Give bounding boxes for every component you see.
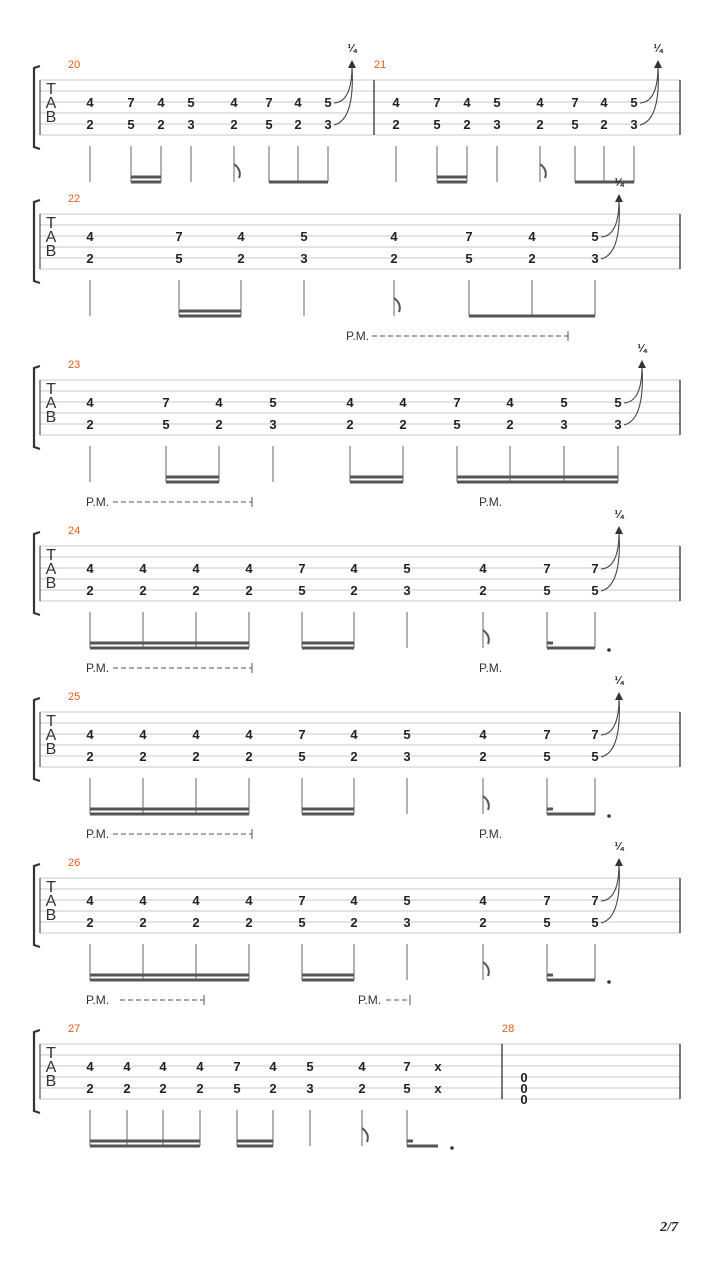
note-flag — [483, 796, 489, 810]
fret-number: 2 — [86, 117, 94, 132]
tab-clef-letter: B — [45, 409, 57, 426]
tab-clef-letter: A — [45, 395, 57, 412]
tab-clef-letter: A — [45, 727, 57, 744]
tab-system — [34, 661, 680, 818]
bend-curve — [334, 66, 352, 103]
fret-number: 2 — [123, 1081, 131, 1096]
bend-curve — [601, 864, 619, 901]
dead-note-mark: x — [434, 1059, 442, 1074]
fret-number: 5 — [630, 95, 638, 110]
fret-number: 2 — [192, 749, 200, 764]
fret-number: 3 — [300, 251, 308, 266]
fret-number: 4 — [245, 561, 253, 576]
fret-number: 5 — [403, 561, 411, 576]
bend-amount: ¼ — [614, 509, 624, 521]
fret-number: 4 — [350, 561, 358, 576]
system-bracket — [34, 1030, 40, 1113]
fret-number: 4 — [139, 561, 147, 576]
tab-system — [34, 495, 680, 652]
tab-clef-letter: B — [45, 1073, 57, 1090]
fret-number: 2 — [479, 749, 487, 764]
system-bracket — [34, 698, 40, 781]
fret-number: 4 — [350, 893, 358, 908]
fret-number: 7 — [298, 893, 306, 908]
fret-number: 7 — [162, 395, 170, 410]
bend-amount: ¼ — [614, 841, 624, 853]
fret-number: 5 — [162, 417, 170, 432]
bend-curve — [624, 366, 642, 403]
fret-number: 2 — [215, 417, 223, 432]
dotted-rhythm-dot — [607, 980, 611, 984]
fret-number: 3 — [324, 117, 332, 132]
note-flag — [483, 630, 489, 644]
tab-system — [34, 177, 680, 316]
fret-number: 2 — [139, 915, 147, 930]
palm-mute-label: P.M. — [358, 993, 382, 1007]
bend-amount: ¼ — [347, 43, 357, 55]
system-bracket — [34, 366, 40, 449]
fret-number: 5 — [269, 395, 277, 410]
fret-number: 4 — [600, 95, 608, 110]
measure-number: 21 — [374, 59, 387, 71]
palm-mute-label: P.M. — [86, 993, 110, 1007]
fret-number: 5 — [175, 251, 183, 266]
tab-clef-letter: A — [45, 561, 57, 578]
fret-number: 4 — [294, 95, 302, 110]
fret-number: 2 — [392, 117, 400, 132]
dotted-rhythm-dot — [607, 814, 611, 818]
note-flag — [394, 298, 400, 312]
fret-number: 2 — [479, 915, 487, 930]
bend-curve — [640, 66, 658, 125]
fret-number: 3 — [493, 117, 501, 132]
fret-number: 4 — [390, 229, 398, 244]
measure-number: 23 — [68, 359, 81, 371]
dead-note-mark: x — [434, 1081, 442, 1096]
tab-clef-letter: A — [45, 1059, 57, 1076]
fret-number: 5 — [591, 915, 599, 930]
fret-number: 7 — [127, 95, 135, 110]
fret-number: 4 — [139, 727, 147, 742]
measure-number: 28 — [502, 1023, 515, 1035]
bend-arrow-icon — [615, 858, 623, 866]
tab-clef-letter: A — [45, 893, 57, 910]
bend-arrow-icon — [615, 692, 623, 700]
fret-number: 3 — [187, 117, 195, 132]
fret-number: 2 — [86, 915, 94, 930]
fret-number: 7 — [403, 1059, 411, 1074]
fret-number: 0 — [520, 1070, 528, 1085]
fret-number: 5 — [403, 893, 411, 908]
fret-number: 5 — [300, 229, 308, 244]
fret-number: 4 — [479, 727, 487, 742]
fret-number: 2 — [600, 117, 608, 132]
tab-clef-letter: T — [46, 547, 56, 564]
fret-number: 4 — [86, 1059, 94, 1074]
bend-curve — [601, 200, 619, 237]
fret-number: 2 — [390, 251, 398, 266]
fret-number: 5 — [591, 229, 599, 244]
fret-number: 7 — [233, 1059, 241, 1074]
system-bracket — [34, 864, 40, 947]
fret-number: 5 — [403, 1081, 411, 1096]
fret-number: 2 — [245, 749, 253, 764]
fret-number: 3 — [403, 749, 411, 764]
system-bracket — [34, 66, 40, 149]
palm-mute-label: P.M. — [86, 827, 110, 841]
fret-number: 7 — [453, 395, 461, 410]
tab-clef-letter: A — [45, 95, 57, 112]
fret-number: 4 — [245, 727, 253, 742]
fret-number: 2 — [294, 117, 302, 132]
tab-system — [34, 43, 680, 182]
fret-number: 5 — [433, 117, 441, 132]
fret-number: 3 — [591, 251, 599, 266]
fret-number: 4 — [245, 893, 253, 908]
fret-number: 7 — [543, 893, 551, 908]
tab-clef-letter: A — [45, 229, 57, 246]
fret-number: 4 — [192, 893, 200, 908]
fret-number: 0 — [520, 1092, 528, 1107]
fret-number: 7 — [298, 561, 306, 576]
bend-curve — [601, 532, 619, 591]
fret-number: 4 — [463, 95, 471, 110]
fret-number: 3 — [630, 117, 638, 132]
fret-number: 2 — [399, 417, 407, 432]
tab-clef-letter: T — [46, 381, 56, 398]
fret-number: 7 — [465, 229, 473, 244]
palm-mute-label: P.M. — [86, 495, 110, 509]
fret-number: 5 — [571, 117, 579, 132]
bend-curve — [601, 200, 619, 259]
fret-number: 2 — [192, 915, 200, 930]
tab-clef-letter: T — [46, 215, 56, 232]
fret-number: 2 — [346, 417, 354, 432]
fret-number: 2 — [536, 117, 544, 132]
tab-system — [34, 827, 680, 984]
fret-number: 3 — [269, 417, 277, 432]
measure-number: 20 — [68, 59, 81, 71]
fret-number: 2 — [86, 251, 94, 266]
fret-number: 5 — [187, 95, 195, 110]
fret-number: 2 — [86, 583, 94, 598]
fret-number: 2 — [237, 251, 245, 266]
fret-number: 5 — [614, 395, 622, 410]
fret-number: 5 — [298, 915, 306, 930]
fret-number: 7 — [175, 229, 183, 244]
tab-system — [34, 993, 680, 1150]
fret-number: 4 — [269, 1059, 277, 1074]
bend-arrow-icon — [348, 60, 356, 68]
fret-number: 5 — [543, 749, 551, 764]
fret-number: 2 — [463, 117, 471, 132]
fret-number: 4 — [479, 893, 487, 908]
fret-number: 2 — [528, 251, 536, 266]
fret-number: 7 — [591, 893, 599, 908]
bend-arrow-icon — [654, 60, 662, 68]
fret-number: 2 — [269, 1081, 277, 1096]
fret-number: 4 — [392, 95, 400, 110]
note-flag — [362, 1128, 368, 1142]
fret-number: 0 — [520, 1081, 528, 1096]
fret-number: 4 — [86, 229, 94, 244]
fret-number: 4 — [86, 395, 94, 410]
fret-number: 2 — [245, 583, 253, 598]
fret-number: 3 — [403, 915, 411, 930]
bend-amount: ¼ — [614, 177, 624, 189]
fret-number: 2 — [506, 417, 514, 432]
note-flag — [483, 962, 489, 976]
tab-clef-letter: B — [45, 741, 57, 758]
bend-curve — [334, 66, 352, 125]
fret-number: 4 — [196, 1059, 204, 1074]
fret-number: 4 — [399, 395, 407, 410]
tab-clef-letter: T — [46, 1045, 56, 1062]
fret-number: 5 — [233, 1081, 241, 1096]
palm-mute-label: P.M. — [479, 661, 503, 675]
fret-number: 4 — [86, 893, 94, 908]
measure-number: 25 — [68, 691, 81, 703]
fret-number: 5 — [493, 95, 501, 110]
fret-number: 5 — [265, 117, 273, 132]
fret-number: 4 — [358, 1059, 366, 1074]
fret-number: 2 — [139, 749, 147, 764]
tab-system — [34, 329, 680, 482]
bend-curve — [601, 698, 619, 735]
note-flag — [540, 164, 546, 178]
fret-number: 5 — [306, 1059, 314, 1074]
bend-amount: ¼ — [653, 43, 663, 55]
system-bracket — [34, 200, 40, 283]
fret-number: 4 — [536, 95, 544, 110]
palm-mute-label: P.M. — [86, 661, 110, 675]
fret-number: 2 — [159, 1081, 167, 1096]
fret-number: 4 — [192, 561, 200, 576]
fret-number: 2 — [350, 915, 358, 930]
fret-number: 3 — [614, 417, 622, 432]
bend-curve — [601, 698, 619, 757]
fret-number: 4 — [86, 95, 94, 110]
bend-curve — [640, 66, 658, 103]
fret-number: 4 — [350, 727, 358, 742]
fret-number: 2 — [350, 749, 358, 764]
fret-number: 5 — [591, 749, 599, 764]
fret-number: 5 — [560, 395, 568, 410]
palm-mute-label: P.M. — [479, 827, 503, 841]
fret-number: 2 — [196, 1081, 204, 1096]
page-number: 2/7 — [660, 1220, 678, 1235]
fret-number: 7 — [543, 727, 551, 742]
system-bracket — [34, 532, 40, 615]
fret-number: 7 — [433, 95, 441, 110]
fret-number: 4 — [123, 1059, 131, 1074]
fret-number: 4 — [192, 727, 200, 742]
tab-clef-letter: B — [45, 575, 57, 592]
tab-clef-letter: B — [45, 243, 57, 260]
fret-number: 3 — [306, 1081, 314, 1096]
palm-mute-label: P.M. — [346, 329, 370, 343]
fret-number: 4 — [237, 229, 245, 244]
fret-number: 2 — [230, 117, 238, 132]
fret-number: 5 — [465, 251, 473, 266]
tab-clef-letter: T — [46, 713, 56, 730]
fret-number: 5 — [298, 749, 306, 764]
fret-number: 5 — [543, 915, 551, 930]
fret-number: 5 — [324, 95, 332, 110]
fret-number: 5 — [403, 727, 411, 742]
fret-number: 7 — [571, 95, 579, 110]
fret-number: 4 — [230, 95, 238, 110]
bend-curve — [601, 864, 619, 923]
measure-number: 22 — [68, 193, 81, 205]
fret-number: 2 — [86, 1081, 94, 1096]
fret-number: 2 — [86, 749, 94, 764]
measure-number: 27 — [68, 1023, 81, 1035]
fret-number: 4 — [139, 893, 147, 908]
fret-number: 7 — [591, 561, 599, 576]
fret-number: 5 — [543, 583, 551, 598]
measure-number: 26 — [68, 857, 81, 869]
tab-clef-letter: B — [45, 109, 57, 126]
fret-number: 7 — [265, 95, 273, 110]
bend-curve — [601, 532, 619, 569]
bend-curve — [624, 366, 642, 425]
fret-number: 4 — [86, 561, 94, 576]
fret-number: 5 — [127, 117, 135, 132]
fret-number: 2 — [350, 583, 358, 598]
fret-number: 4 — [506, 395, 514, 410]
fret-number: 2 — [192, 583, 200, 598]
bend-amount: ¼ — [614, 675, 624, 687]
fret-number: 4 — [159, 1059, 167, 1074]
bend-arrow-icon — [615, 526, 623, 534]
fret-number: 2 — [479, 583, 487, 598]
fret-number: 4 — [86, 727, 94, 742]
fret-number: 5 — [453, 417, 461, 432]
fret-number: 2 — [245, 915, 253, 930]
palm-mute-label: P.M. — [479, 495, 503, 509]
fret-number: 4 — [215, 395, 223, 410]
fret-number: 7 — [591, 727, 599, 742]
fret-number: 3 — [403, 583, 411, 598]
fret-number: 4 — [528, 229, 536, 244]
fret-number: 4 — [157, 95, 165, 110]
bend-arrow-icon — [638, 360, 646, 368]
fret-number: 2 — [139, 583, 147, 598]
tab-clef-letter: T — [46, 81, 56, 98]
fret-number: 2 — [86, 417, 94, 432]
tab-clef-letter: B — [45, 907, 57, 924]
bend-amount: ¼ — [637, 343, 647, 355]
fret-number: 2 — [358, 1081, 366, 1096]
measure-number: 24 — [68, 525, 81, 537]
tab-clef-letter: T — [46, 879, 56, 896]
fret-number: 2 — [157, 117, 165, 132]
fret-number: 5 — [298, 583, 306, 598]
dotted-rhythm-dot — [607, 648, 611, 652]
fret-number: 5 — [591, 583, 599, 598]
fret-number: 4 — [346, 395, 354, 410]
fret-number: 7 — [298, 727, 306, 742]
fret-number: 7 — [543, 561, 551, 576]
dotted-rhythm-dot — [450, 1146, 454, 1150]
bend-arrow-icon — [615, 194, 623, 202]
note-flag — [234, 164, 240, 178]
fret-number: 4 — [479, 561, 487, 576]
fret-number: 3 — [560, 417, 568, 432]
